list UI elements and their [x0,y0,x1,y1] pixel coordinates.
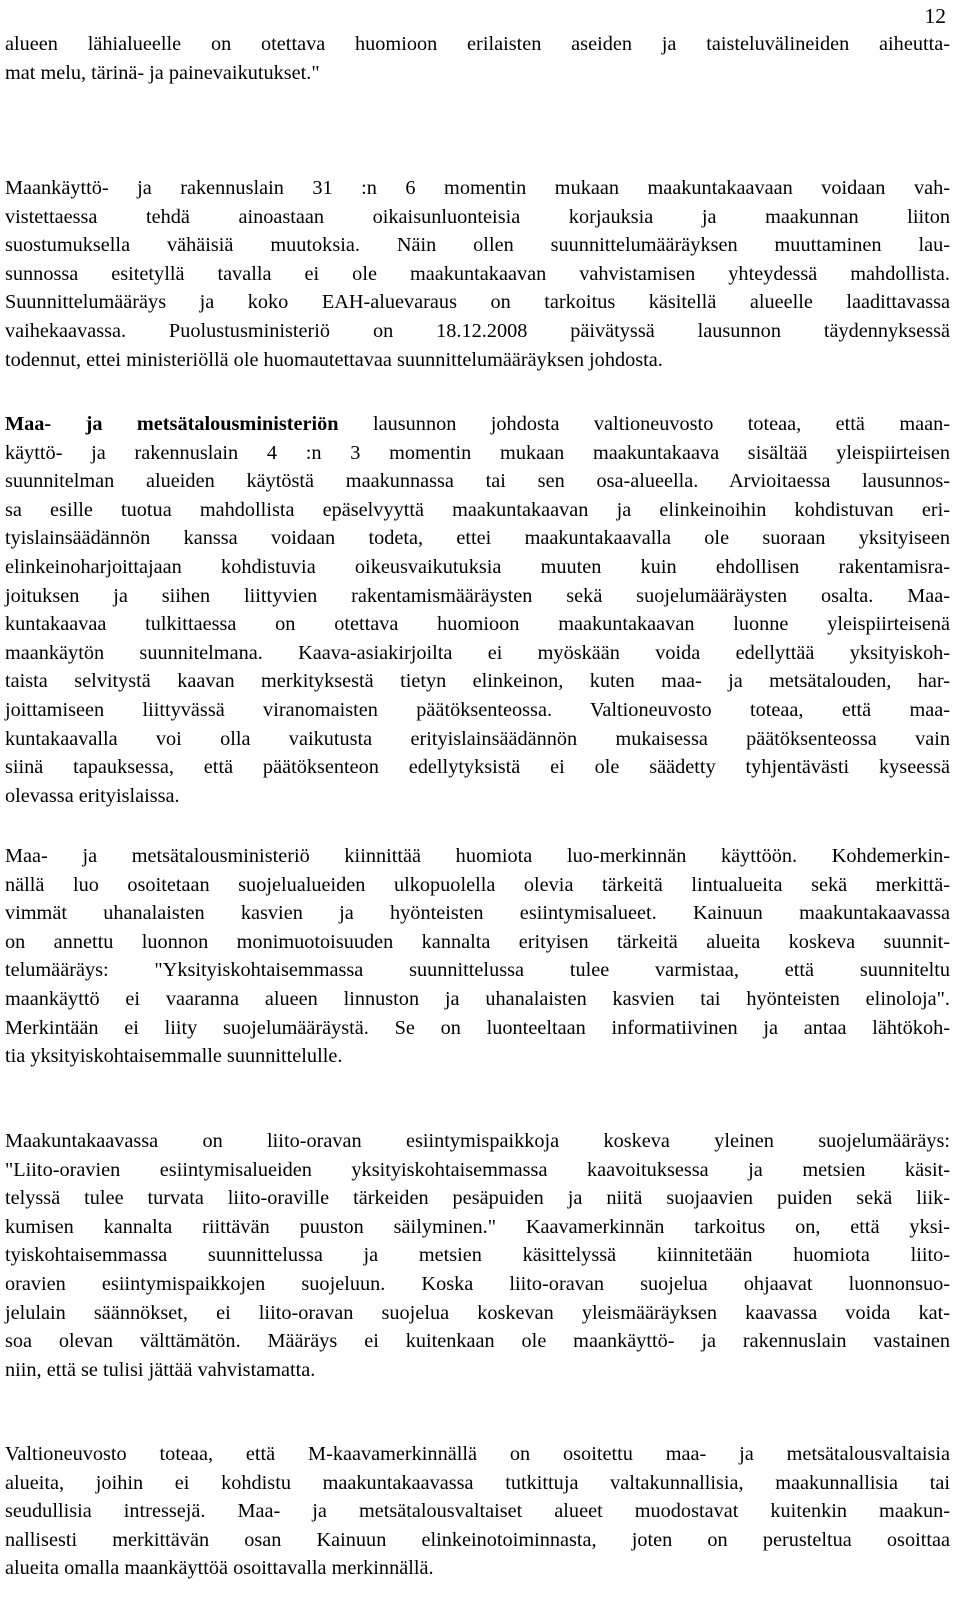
text-line: Maankäyttö- ja rakennuslain 31 :n 6 momentin mukaan maakuntakaavaan voidaan vah- [5,177,950,199]
text-line: telyssä tulee turvata liito-oraville tärkeiden pesäpuiden ja niitä suojaavien puiden sekä liik- [5,1187,950,1210]
text-line: taista selvitystä kaavan merkityksestä tietyn elinkeinon, kuten maa- ja metsätalouden, har- [5,670,950,693]
text-line: tia yksityiskohtaisemmalle suunnittelulle. [5,1045,343,1068]
paragraph-flying-squirrel [5,1127,950,1384]
text-line: olevassa erityislaissa. [5,784,180,807]
text-line: nallisesti merkittävän osan Kainuun elinkeinotoiminnasta, joten on perusteltua osoittaa [5,1528,950,1551]
text-line: maankäyttö ei vaaranna alueen linnuston ja uhanalaisten kasvien tai hyönteisten elinoloja". [5,987,950,1010]
paragraph-ministry-statement [5,410,950,810]
text-line: kuntakaavaa tulkittaessa on otettava huomioon maakuntakaavan luonne yleispiirteisenä [5,613,950,636]
text-line: siinä tapauksessa, että päätöksenteon edellytyksistä ei ole säädetty tyhjentävästi kyseessä [5,756,950,779]
text-line: Suunnittelumääräys ja koko EAH-aluevaraus on tarkoitus käsitellä alueelle laadittavassa [5,291,950,314]
text-line: joittamiseen liittyvässä viranomaisten päätöksenteossa. Valtioneuvosto toteaa, että maa- [5,698,950,721]
paragraph-continuation [5,30,950,87]
text-line: Maakuntakaavassa on liito-oravan esiintymispaikkoja koskeva yleinen suojelumääräys: [5,1130,950,1152]
text-line: kumisen kannalta riittävän puuston säilyminen." Kaavamerkinnän tarkoitus on, että yksi- [5,1215,950,1238]
text-line: tyislainsäädännön kanssa voidaan todeta, ettei maakuntakaavalla ole suoraan yksityiseen [5,527,950,550]
text-line: elinkeinoharjoittajaan kohdistuvia oikeusvaikutuksia muuten kuin ehdollisen rakentamisra- [5,555,950,578]
text-line: maankäytön suunnitelmana. Kaava-asiakirjoilta ei myöskään voida edellyttää yksityiskoh- [5,641,950,664]
text-line: alueen lähialueelle on otettava huomioon erilaisten aseiden ja taisteluvälineiden aiheutta- [5,33,950,55]
text-line: todennut, ettei ministeriöllä ole huomautettavaa suunnittelumääräyksen johdosta. [5,348,663,371]
text-line: Merkintään ei liity suojelumääräystä. Se on luonteeltaan informatiivinen ja antaa lähtökoh- [5,1016,950,1039]
text-line: Maa- ja metsätalousministeriö kiinnittää huomiota luo-merkinnän käyttöön. Kohdemerkin- [5,845,950,867]
text-line: vaihekaavassa. Puolustusministeriö on 18.12.2008 päivätyssä lausunnon täydennyksessä [5,319,950,342]
text-line: sa esille tuotua mahdollista epäselvyyttä maakuntakaavan ja elinkeinoihin kohdistuvan eri- [5,498,950,521]
text-line: alueita omalla maankäyttöä osoittavalla merkinnällä. [5,1557,434,1580]
page-number: 12 [924,4,946,28]
text-line: käyttö- ja rakennuslain 4 :n 3 momentin mukaan maakuntakaava sisältää yleispiirteisen [5,441,950,464]
text-line: soa olevan välttämätön. Määräys ei kuitenkaan ole maankäyttö- ja rakennuslain vastainen [5,1330,950,1353]
paragraph-land-use-act [5,174,950,374]
text-line: on annettu luonnon monimuotoisuuden kannalta erityisen tärkeitä alueita koskeva suunnit- [5,930,950,953]
text-line: tyiskohtaisemmassa suunnittelussa ja metsien käsittelyssä kiinnitetään huomiota liito- [5,1244,950,1267]
first-line-rest: lausunnon johdosta valtioneuvosto toteaa, että maan- [338,413,951,435]
text-line: mat melu, tärinä- ja painevaikutukset." [5,61,320,84]
text-line: vimmät uhanalaisten kasvien ja hyönteisten esiintymisalueet. Kainuun maakuntakaavassa [5,902,950,925]
text-line: seudullisia intressejä. Maa- ja metsätalousvaltaiset alueet muodostavat kuitenkin maakun- [5,1500,950,1523]
text-line: vistettaessa tehdä ainoastaan oikaisunluonteisia korjauksia ja maakunnan liiton [5,205,950,228]
text-line: nällä luo osoitetaan suojelualueiden ulkopuolella olevia tärkeitä lintualueita sekä merkittä- [5,873,950,896]
text-line: sunnossa esitetyllä tavalla ei ole maakuntakaavan vahvistamisen yhteydessä mahdollista. [5,262,950,285]
text-line: joituksen ja siihen liittyvien rakentamismääräysten sekä suojelumääräysten osalta. Maa- [5,584,950,607]
paragraph-luo-marking [5,842,950,1071]
text-line: Valtioneuvosto toteaa, että M-kaavamerkinnällä on osoitettu maa- ja metsätalousvaltaisia [5,1443,950,1465]
text-line: suunnitelman alueiden käytöstä maakunnassa tai sen osa-alueella. Arvioitaessa lausunnos- [5,470,950,493]
text-line: suostumuksella vähäisiä muutoksia. Näin ollen suunnittelumääräyksen muuttaminen lau- [5,234,950,257]
text-line: "Liito-oravien esiintymisalueiden yksityiskohtaisemmassa kaavoituksessa ja metsien käsit- [5,1158,950,1181]
text-line: jelulain säännökset, ei liito-oravan suojelua koskevan yleismääräyksen kaavassa voida kat- [5,1301,950,1324]
text-line: telumääräys: "Yksityiskohtaisemmassa suunnittelussa tulee varmistaa, että suunniteltu [5,959,950,982]
text-line: oravien esiintymispaikkojen suojeluun. Koska liito-oravan suojelua ohjaavat luonnonsuo- [5,1272,950,1295]
paragraph-m-marking [5,1440,950,1583]
text-line: niin, että se tulisi jättää vahvistamatta. [5,1358,316,1381]
bold-lead: Maa- ja metsätalousministeriön [5,413,339,435]
text-line: alueita, joihin ei kohdistu maakuntakaavassa tutkittuja valtakunnallisia, maakunnallisia tai [5,1471,950,1494]
text-line [5,410,950,439]
text-line: kuntakaavalla voi olla vaikutusta erityislainsäädännön mukaisessa päätöksenteossa vain [5,727,950,750]
